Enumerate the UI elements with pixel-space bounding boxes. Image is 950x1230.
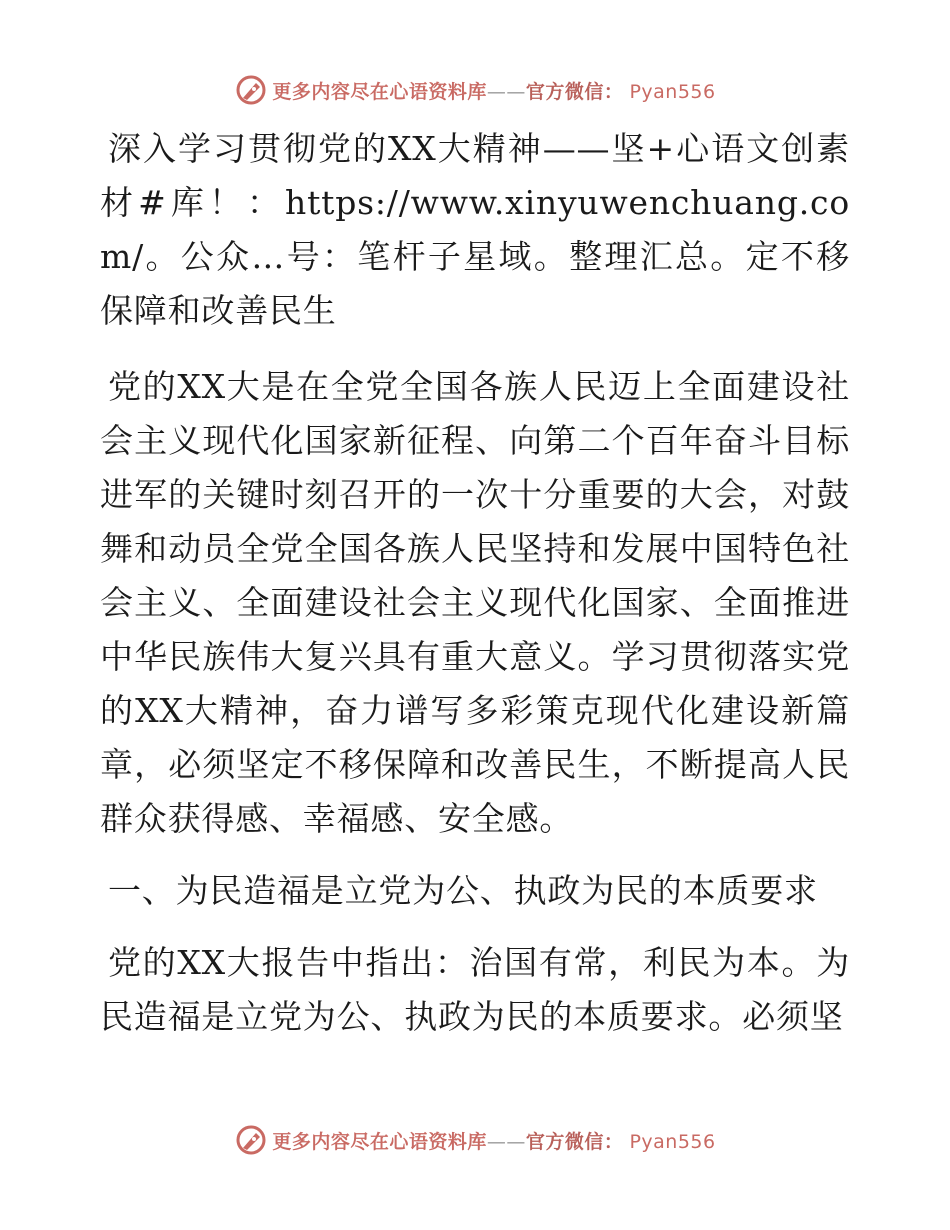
- watermark-wechat-id: Pyan556: [629, 80, 716, 103]
- watermark-text: [272, 1127, 715, 1154]
- section-paragraph: 党的XX大报告中指出：治国有常，利民为本。为民造福是立党为公、执政为民的本质要求。必须坚: [100, 943, 850, 1036]
- watermark-wechat-id: Pyan556: [629, 1130, 716, 1153]
- pen-nib-logo-icon: [234, 1123, 268, 1157]
- watermark-wechat-label: 官方微信：: [525, 80, 624, 103]
- watermark-dash: ——: [486, 80, 526, 103]
- watermark-text: [272, 77, 715, 104]
- watermark-site-name: 更多内容尽在心语资料库: [272, 1130, 487, 1153]
- section-heading: 一、为民造福是立党为公、执政为民的本质要求: [108, 871, 818, 910]
- watermark-dash: ——: [486, 1130, 526, 1153]
- watermark-wechat-label: 官方微信：: [525, 1130, 624, 1153]
- document-body: [100, 122, 850, 1044]
- watermark-site-name: 更多内容尽在心语资料库: [272, 80, 487, 103]
- pen-nib-logo-icon: [234, 73, 268, 107]
- intro-paragraph: 党的XX大是在全党全国各族人民迈上全面建设社会主义现代化国家新征程、向第二个百年奋斗目标进军的关键时刻召开的一次十分重要的大会，对鼓舞和动员全党全国各族人民坚持和发展中国特色社会主义、全面建设社会主义现代化国家、全面推进中华民族伟大复兴具有重大意义。学习贯彻落实党的XX大精神，奋力谱写多彩策克现代化建设新篇章，必须坚定不移保障和改善民生，不断提高人民群众获得感、幸福感、安全感。: [100, 367, 850, 838]
- header-watermark-banner: [0, 70, 950, 110]
- document-title-paragraph: 深入学习贯彻党的XX大精神——坚+心语文创素材#库！：https://www.xinyuwenchuang.com/。公众…号：笔杆子星域。整理汇总。定不移保障和改善民生: [100, 129, 850, 330]
- footer-watermark-banner: [0, 1120, 950, 1160]
